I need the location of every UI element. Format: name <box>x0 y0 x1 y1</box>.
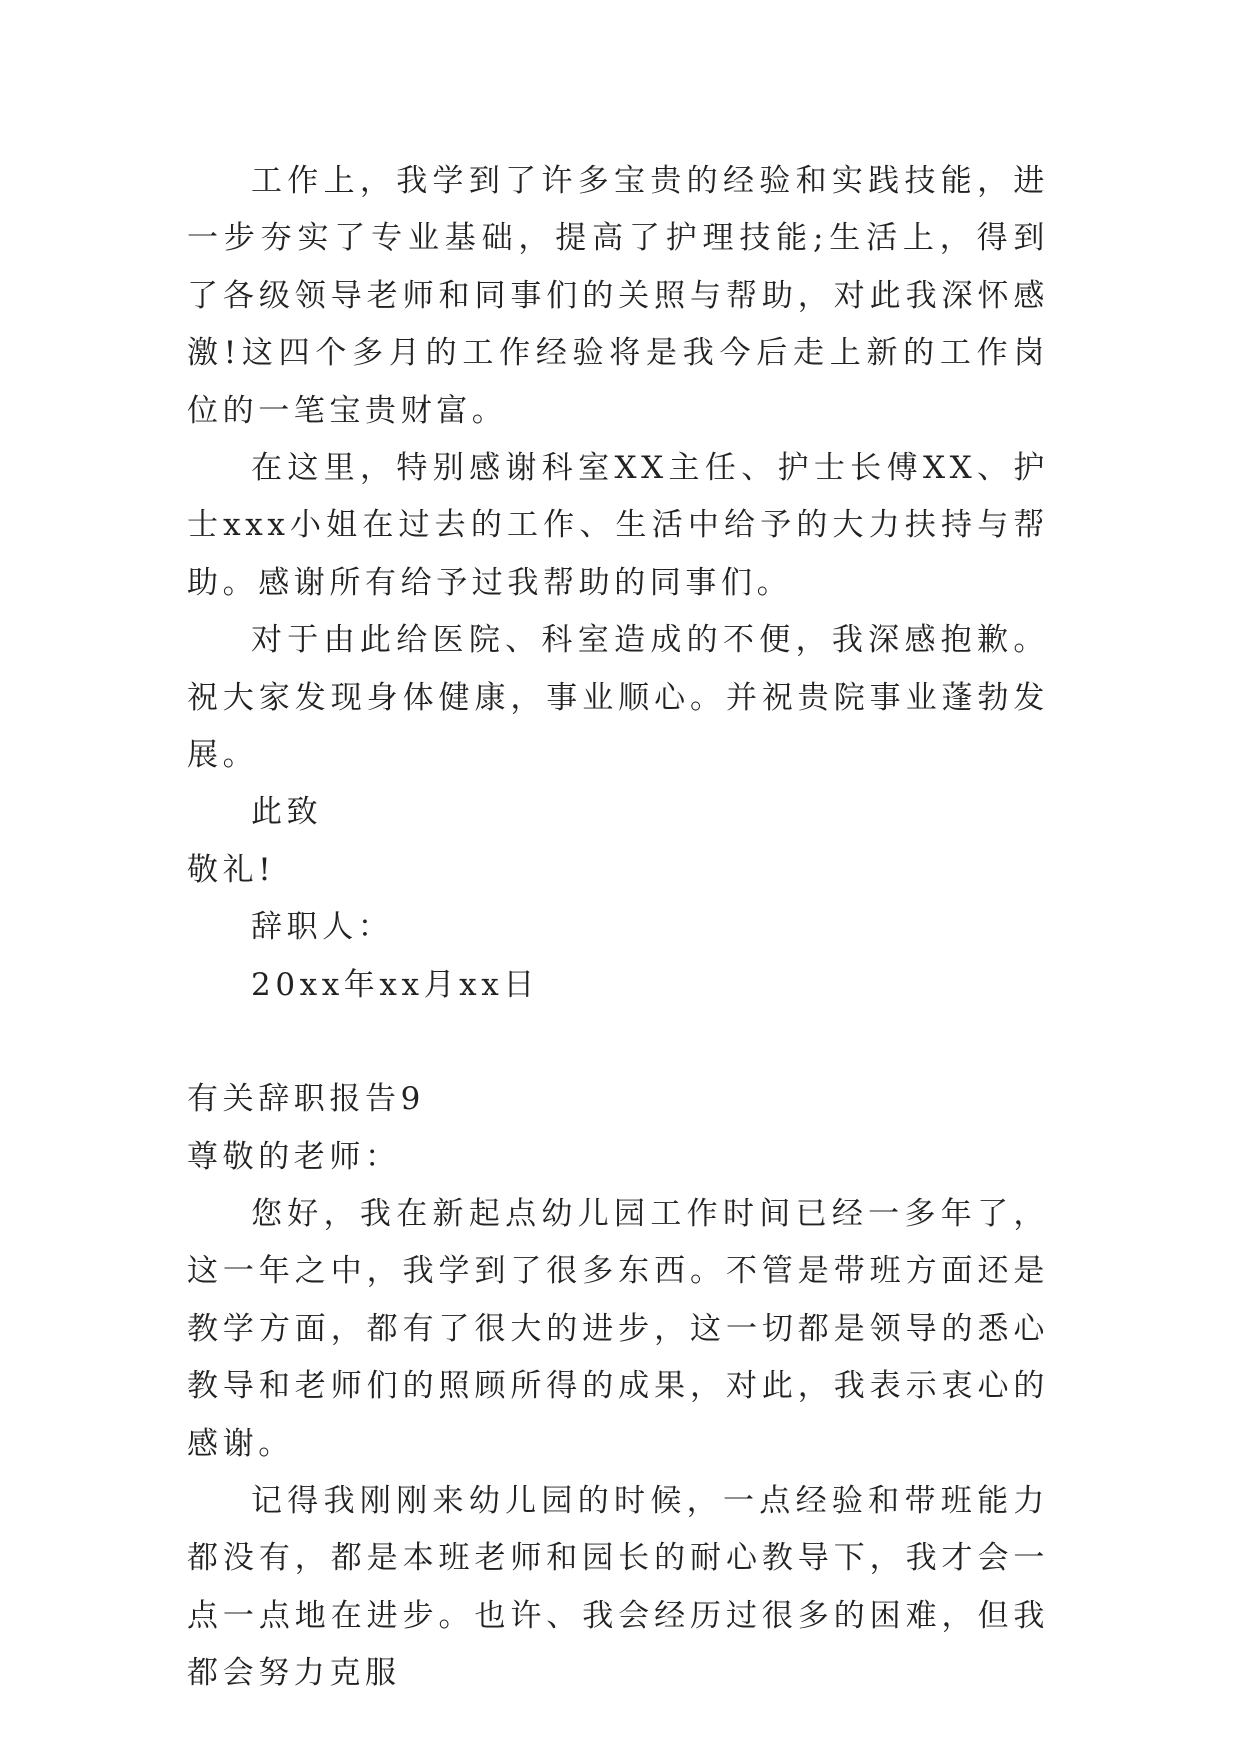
letter-greeting: 尊敬的老师： <box>187 1138 401 1175</box>
closing-salute: 敬礼! <box>187 851 276 888</box>
paragraph-apology: 对于由此给医院、科室造成的不便，我深感抱歉。祝大家发现身体健康，事业顺心。并祝贵院事业蓬勃发展。 <box>187 622 1049 774</box>
paragraph-work-experience: 工作上，我学到了许多宝贵的经验和实践技能，进一步夯实了专业基础，提高了护理技能;生活上，得到了各级领导老师和同事们的关照与帮助，对此我深怀感激!这四个多月的工作经验将是我今后走上新的工作岗位的一笔宝贵财富。 <box>187 163 1049 429</box>
paragraph-kindergarten-memory: 记得我刚刚来幼儿园的时候，一点经验和带班能力都没有，都是本班老师和园长的耐心教导下，我才会一点一点地在进步。也许、我会经历过很多的困难，但我都会努力克服 <box>187 1482 1049 1692</box>
paragraph-kindergarten-intro: 您好，我在新起点幼儿园工作时间已经一多年了，这一年之中，我学到了很多东西。不管是带班方面还是教学方面，都有了很大的进步，这一切都是领导的悉心教导和老师们的照顾所得的成果，对此，我表示衷心的感谢。 <box>187 1195 1049 1462</box>
section-title: 有关辞职报告9 <box>187 1081 425 1118</box>
document-body <box>187 153 1049 1703</box>
section-gap <box>187 1014 1049 1071</box>
paragraph-thanks-colleagues: 在这里，特别感谢科室XX主任、护士长傅XX、护士xxx小姐在过去的工作、生活中给予的大力扶持与帮助。感谢所有给予过我帮助的同事们。 <box>187 450 1049 601</box>
closing-phrase: 此致 <box>251 794 323 831</box>
signature-date: 20xx年xx月xx日 <box>251 966 539 1003</box>
signature-label: 辞职人： <box>251 909 394 946</box>
